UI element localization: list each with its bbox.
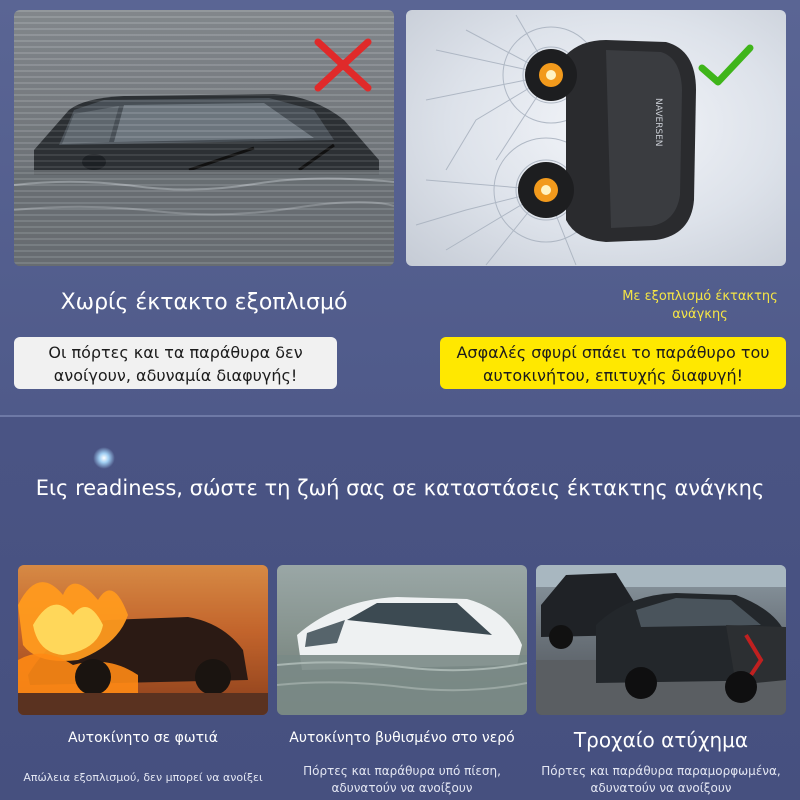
brand-text: NAVERSEN xyxy=(653,98,663,147)
flooded-car-photo xyxy=(14,10,394,266)
green-check-icon xyxy=(696,40,756,90)
scenario-fire-title: Αυτοκίνητο σε φωτιά xyxy=(67,730,219,746)
safety-hammer-photo xyxy=(406,10,786,266)
main-headline: Εις readiness, σώστε τη ζωή σας σε καταστάσεις έκτακτης ανάγκης xyxy=(35,476,765,500)
car-crash-photo xyxy=(536,565,786,715)
scenario-water-description: Πόρτες και παράθυρα υπό πίεση, αδυνατούν να ανοίξουν xyxy=(303,764,501,795)
with-equipment-title: Με εξοπλισμό έκτακτης ανάγκης xyxy=(622,289,778,322)
scenario-water-title: Αυτοκίνητο βυθισμένο στο νερό xyxy=(289,730,515,746)
sunken-car-photo xyxy=(277,565,527,715)
scenario-fire-description: Απώλεια εξοπλισμού, δεν μπορεί να ανοίξει xyxy=(23,771,263,784)
with-equipment-description: Ασφαλές σφυρί σπάει το παράθυρο του αυτοκινήτου, επιτυχής διαφυγή! xyxy=(440,337,786,389)
without-equipment-title: Χωρίς έκτακτο εξοπλισμό xyxy=(60,290,348,315)
scenario-accident-title: Τροχαίο ατύχημα xyxy=(573,728,749,752)
sparkle-icon xyxy=(93,447,115,469)
without-equipment-description: Οι πόρτες και τα παράθυρα δεν ανοίγουν, αδυναμία διαφυγής! xyxy=(14,337,337,389)
car-fire-photo xyxy=(18,565,268,715)
red-cross-icon xyxy=(310,36,376,94)
scenario-accident-description: Πόρτες και παράθυρα παραμορφωμένα, αδυνατούν να ανοίξουν xyxy=(541,764,781,795)
